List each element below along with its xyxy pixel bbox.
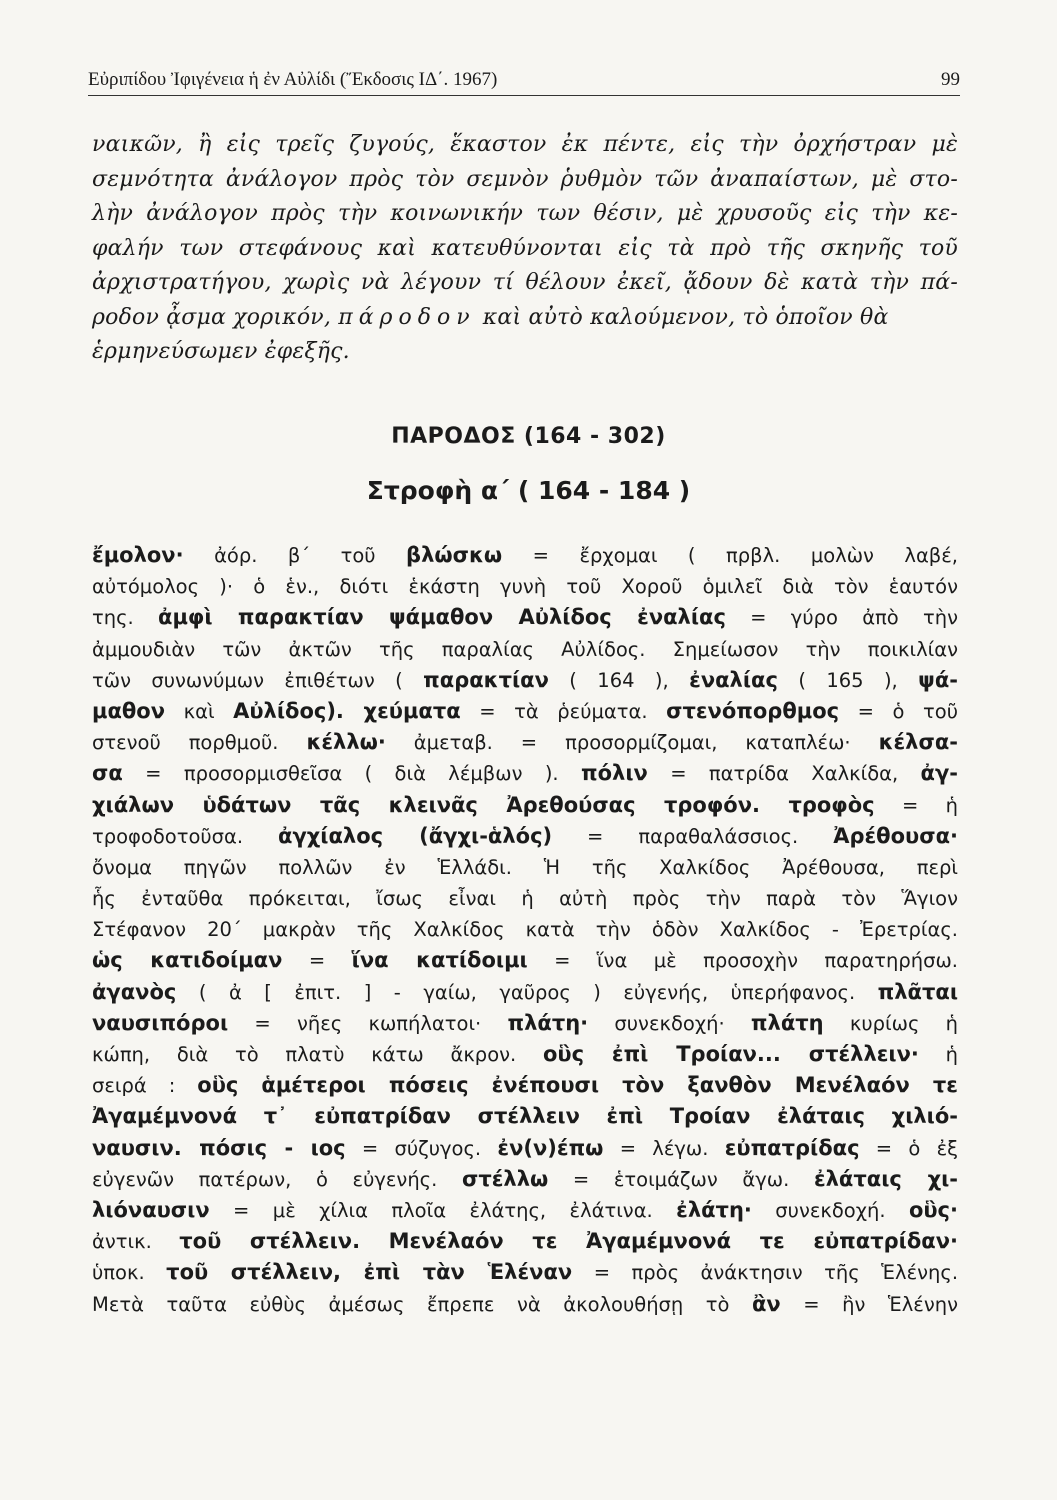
lemma-term: βλώσκω: [406, 543, 503, 567]
spaced-term: πάροδον: [338, 304, 476, 330]
commentary-line: [92, 571, 958, 602]
intro-line: ἑρμηνεύσωμεν ἐφεξῆς.: [92, 339, 350, 364]
lemma-term: ἐν(ν)έπω: [497, 1135, 604, 1160]
commentary-line: [92, 758, 958, 789]
gloss-text: = προσορμισθεῖσα ( διὰ λέμβων ).: [122, 762, 581, 786]
commentary-line: [92, 1101, 958, 1132]
commentary-line: [92, 821, 958, 852]
lemma-term: ἀγανὸς: [92, 979, 177, 1004]
lemma-term: Αὐλίδος). χεύματα: [233, 698, 461, 723]
intro-line-start: ροδον ᾆσμα χορικόν,: [92, 304, 339, 330]
commentary-line: [92, 914, 958, 945]
gloss-text: = μὲ χίλια πλοῖα ἐλάτης, ἐλάτινα.: [209, 1198, 677, 1222]
commentary-line: [92, 852, 958, 883]
commentary-line: [92, 540, 958, 571]
lemma-term: ἀγχίαλος (ἄγχι-ἁλός): [278, 823, 553, 848]
lemma-term: πλάτη: [750, 1010, 824, 1035]
commentary-line: [92, 1257, 958, 1288]
gloss-text: Μετὰ ταῦτα εὐθὺς ἀμέσως ἔπρεπε νὰ ἀκολουθήσῃ τὸ: [92, 1292, 752, 1316]
lemma-term: ἀμφὶ παρακτίαν ψάμαθον Αὐλίδος ἐναλίας: [158, 605, 726, 630]
commentary-line: [92, 1226, 958, 1257]
gloss-text: = πατρίδα Χαλκίδα,: [647, 762, 921, 786]
gloss-text: = λέγω.: [603, 1136, 725, 1160]
gloss-text: ἀμεταβ. = προσορμίζομαι, καταπλέω·: [385, 731, 879, 755]
gloss-text: = σύζυγος.: [345, 1136, 498, 1160]
lemma-term: Ἀρέθουσα·: [833, 823, 958, 848]
commentary-line: [92, 945, 958, 976]
lemma-term: ψά-: [918, 667, 958, 692]
intro-line: ναικῶν, ἢ εἰς τρεῖς ζυγούς, ἕκαστον ἐκ πέντε, εἰς τὴν ὀρχήστραν μὲ: [92, 132, 958, 157]
commentary-line: [92, 883, 958, 914]
lemma-term: ἀγ-: [920, 761, 958, 786]
gloss-text: = νῆες κωπήλατοι·: [228, 1011, 508, 1035]
intro-line: λὴν ἀνάλογον πρὸς τὴν κοινωνικήν των θέσιν, μὲ χρυσοῦς εἰς τὴν κε-: [92, 201, 958, 226]
lemma-term: ἵνα κατίδοιμι: [351, 948, 528, 973]
running-header: [88, 62, 960, 96]
gloss-text: = ἑτοιμάζων ἄγω.: [548, 1167, 814, 1191]
lemma-term: Ἀγαμέμνονά τ᾽ εὐπατρίδαν στέλλειν ἐπὶ Τροίαν ἐλάταις χιλιό-: [92, 1104, 958, 1129]
lemma-term: πόλιν: [581, 761, 648, 786]
gloss-text: = ὁ ἐξ: [859, 1136, 958, 1160]
lemma-term: κέλλω·: [306, 730, 386, 755]
lemma-term: ἐλάταις χι-: [813, 1166, 958, 1191]
gloss-text: κώπη, διὰ τὸ πλατὺ κάτω ἄκρον.: [92, 1043, 543, 1066]
gloss-text: της.: [92, 606, 159, 630]
gloss-text: ἡ: [918, 1043, 958, 1066]
gloss-text: = ὁ τοῦ: [839, 699, 958, 723]
commentary-line: [92, 1008, 958, 1039]
lemma-term: ναυσιν. πόσις - ιος: [92, 1135, 346, 1160]
lemma-term: παρακτίαν: [423, 667, 549, 692]
gloss-text: ὑποκ.: [92, 1261, 167, 1285]
lemma-term: οὓς·: [908, 1197, 958, 1222]
commentary-line: [92, 1070, 958, 1101]
intro-line: ἀρχιστρατήγου, χωρὶς νὰ λέγουν τί θέλουν ἐκεῖ, ᾄδουν δὲ κατὰ τὴν πά-: [92, 270, 958, 295]
gloss-text: ἀντικ.: [92, 1230, 180, 1254]
gloss-text: = τὰ ῥεύματα.: [460, 699, 667, 723]
gloss-text: = ἔρχομαι ( πρβλ. μολὼν λαβέ,: [502, 544, 958, 567]
commentary-line: [92, 696, 958, 727]
gloss-text: = πρὸς ἀνάκτησιν τῆς Ἑλένης.: [572, 1261, 958, 1285]
gloss-text: = ἵνα μὲ προσοχὴν παρατηρήσω.: [527, 949, 958, 973]
lemma-term: ἔμολον·: [92, 543, 184, 567]
gloss-text: στενοῦ πορθμοῦ.: [92, 731, 307, 755]
gloss-text: = ἢν Ἑλένην: [780, 1292, 958, 1316]
commentary-line: [92, 602, 958, 633]
lemma-term: ὡς κατιδοίμαν: [92, 948, 283, 973]
gloss-text: συνεκδοχή.: [751, 1198, 909, 1222]
intro-line-rest: καὶ αὐτὸ καλούμενον, τὸ ὁποῖον θὰ: [475, 304, 889, 330]
commentary-line: [92, 727, 958, 758]
lemma-term: πλάτη·: [507, 1010, 589, 1035]
gloss-text: ἀόρ. β΄ τοῦ: [183, 544, 407, 567]
lemma-term: λιόναυσιν: [92, 1197, 210, 1222]
commentary-line: [92, 1133, 958, 1164]
gloss-text: Στέφανον 20΄ μακρὰν τῆς Χαλκίδος κατὰ τὴν ὁδὸν Χαλκίδος - Ἐρετρίας.: [92, 918, 958, 942]
commentary-line: [92, 1164, 958, 1195]
lemma-term: εὐπατρίδας: [724, 1135, 860, 1160]
lemma-term: στέλλω: [461, 1166, 549, 1191]
gloss-text: εὐγενῶν πατέρων, ὁ εὐγενής.: [92, 1167, 462, 1191]
section-title: ΠΑΡΟΔΟΣ (164 - 302): [391, 424, 666, 449]
commentary-line: [92, 1289, 958, 1320]
lemma-term: ἐναλίας: [689, 667, 778, 692]
lemma-term: τοῦ στέλλειν, ἐπὶ τὰν Ἑλέναν: [166, 1260, 573, 1285]
lemma-term: πλᾶται: [877, 979, 958, 1004]
gloss-text: = ἡ: [874, 793, 958, 817]
lemma-term: τοῦ στέλλειν. Μενέλαόν τε Ἀγαμέμνονά τε εὐπατρίδαν·: [179, 1229, 958, 1254]
lemma-term: μαθον: [92, 698, 166, 723]
intro-line: φαλήν των στεφάνους καὶ κατευθύνονται εἰς τὰ πρὸ τῆς σκηνῆς τοῦ: [92, 235, 958, 261]
gloss-text: συνεκδοχή·: [588, 1011, 751, 1035]
gloss-text: ἧς ἐνταῦθα πρόκειται, ἴσως εἶναι ἡ αὐτὴ πρὸς τὴν παρὰ τὸν Ἅγιον: [92, 887, 958, 911]
gloss-text: ( 165 ),: [777, 668, 919, 692]
lemma-term: ἐλάτη·: [676, 1197, 752, 1222]
commentary-line: [92, 1195, 958, 1226]
lemma-term: ἂν: [752, 1291, 781, 1316]
lemma-term: οὓς ἁμέτεροι πόσεις ἐνέπουσι τὸν ξανθὸν Μενέλαόν τε: [197, 1073, 958, 1098]
commentary-line: [92, 1039, 958, 1070]
gloss-text: =: [282, 949, 352, 973]
commentary-block: [92, 540, 958, 1320]
gloss-text: καὶ: [165, 699, 234, 723]
commentary-line: [92, 977, 958, 1008]
commentary-line: [92, 790, 958, 821]
gloss-text: τῶν συνωνύμων ἐπιθέτων (: [92, 668, 424, 692]
gloss-text: = παραθαλάσσιος.: [552, 824, 834, 848]
running-title: Εὐριπίδου Ἰφιγένεια ἡ ἐν Αὐλίδι (Ἔκδοσις ΙΔ΄. 1967): [88, 69, 498, 90]
page-number: 99: [941, 69, 960, 90]
gloss-text: ( 164 ),: [548, 668, 690, 692]
lemma-term: κέλσα-: [878, 730, 958, 755]
commentary-line: [92, 634, 958, 665]
lemma-term: οὓς ἐπὶ Τροίαν... στέλλειν·: [542, 1042, 919, 1066]
gloss-text: σειρά :: [92, 1074, 198, 1098]
intro-line: σεμνότητα ἀνάλογον πρὸς τὸν σεμνὸν ῥυθμὸν τῶν ἀναπαίστων, μὲ στο-: [92, 166, 958, 192]
gloss-text: ὄνομα πηγῶν πολλῶν ἐν Ἑλλάδι. Ἡ τῆς Χαλκίδος Ἀρέθουσα, περὶ: [92, 855, 958, 879]
lemma-term: σα: [92, 761, 123, 786]
lemma-term: στενόπορθμος: [666, 698, 840, 723]
lemma-term: ναυσιπόροι: [92, 1010, 229, 1035]
lemma-term: χιάλων ὑδάτων τᾶς κλεινᾶς Ἀρεθούσας τροφόν. τροφὸς: [92, 792, 875, 817]
intro-line: [92, 301, 958, 336]
gloss-text: = γύρο ἀπὸ τὴν: [725, 606, 958, 630]
commentary-line: [92, 665, 958, 696]
gloss-text: ἀμμουδιὰν τῶν ἀκτῶν τῆς παραλίας Αὐλίδος. Σημείωσον τὴν ποικιλίαν: [92, 637, 958, 661]
gloss-text: ( ἀ [ ἐπιτ. ] - γαίω, γαῦρος ) εὐγενής, ὑπερήφανος.: [176, 980, 878, 1004]
subsection-title: Στροφὴ α΄ ( 164 - 184 ): [366, 476, 691, 505]
intro-paragraph: [92, 128, 958, 370]
gloss-text: κυρίως ἡ: [823, 1011, 958, 1035]
gloss-text: τροφοδοτοῦσα.: [92, 824, 279, 848]
gloss-text: αὐτόμολος )· ὁ ἑν., διότι ἑκάστη γυνὴ τοῦ Χοροῦ ὁμιλεῖ διὰ τὸν ἑαυτόν: [92, 575, 958, 599]
